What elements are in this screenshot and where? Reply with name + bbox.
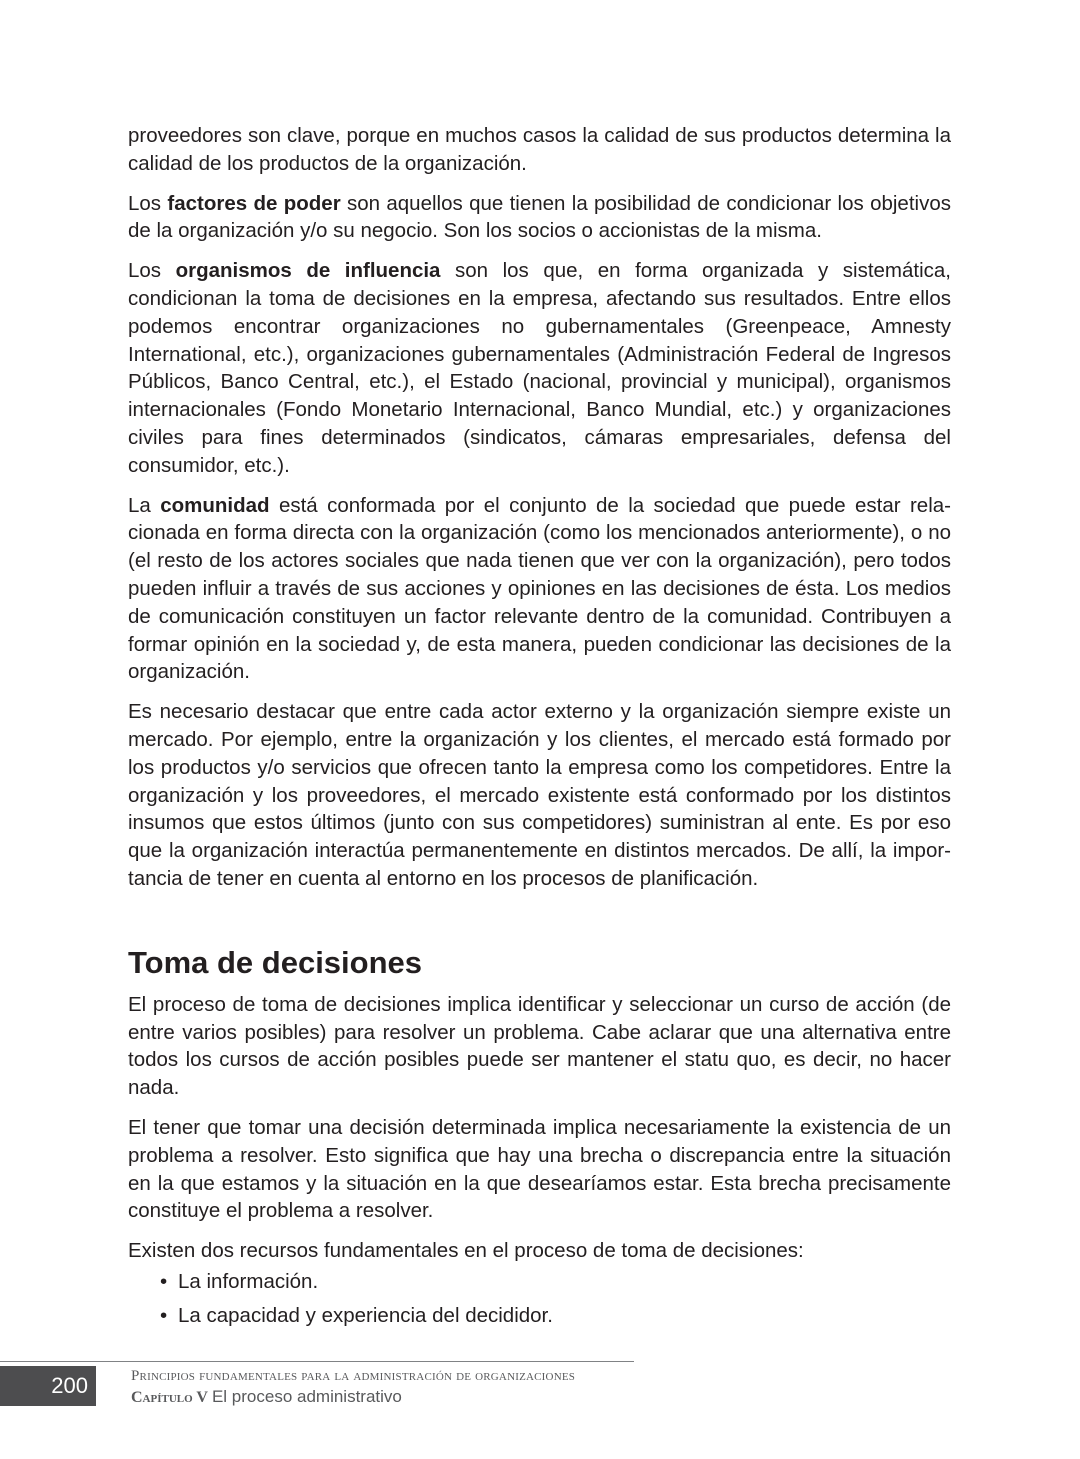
list-item: • La información. — [160, 1265, 951, 1299]
paragraph-comunidad: La comunidad está conformada por el conjunto de la sociedad que puede estar relacionada en forma directa con la organización (como los mencionados anteriormente), o no (el resto de los actores sociales que nada tienen que ver con la organización), pero todos pueden influir a través de sus acciones y opiniones en las decisiones de ésta. Los medios de comunicación constituyen un factor relevante dentro de la comunidad. Contribuyen a formar opinión en la sociedad y, de esta manera, pueden condicionar las decisiones de la organización. — [128, 493, 951, 684]
page-number: 200 — [0, 1366, 96, 1406]
paragraph-recursos: Existen dos recursos fundamentales en el proceso de toma de decisiones: — [128, 1239, 804, 1263]
paragraph-toma-de-decisiones-definicion: El proceso de toma de decisiones implica identificar y seleccionar un curso de acción (de entre varios posibles) para resolver un problema. Cabe aclarar que una alternativa entre todos los cursos de acción posibles puede ser mantener el statu quo, es decir, no hacer nada. — [128, 992, 951, 1100]
chapter-title: El proceso administrativo — [211, 1387, 402, 1406]
paragraph-organismos-de-influencia: Los organismos de influencia son los que, en forma organizada y sistemática, condicionan la toma de decisiones en la empresa, afectando sus resultados. Entre ellos podemos encontrar organizaciones no gubernamentales (Greenpeace, Amnesty International, etc.), organizaciones gubernamentales (Administración Federal de Ingresos Públicos, Banco Central, etc.), el Estado (nacional, provincial y municipal), organismos internacionales (Fondo Monetario Internacional, Banco Mundial, etc.) y organizaciones civiles para fines determinados (sindicatos, cámaras empresariales, defensa del consumidor, etc.). — [128, 259, 952, 477]
paragraph-problema: El tener que tomar una decisión determinada implica necesariamente la existencia de un problema a resolver. Esto significa que hay una brecha o discrepancia entre la situación en la que estamos y la situación en la que desearíamos estar. Esta brecha precisamente constituye el problema a resolver. — [128, 1115, 951, 1223]
bullet-icon: • — [160, 1269, 168, 1293]
bullet-icon: • — [160, 1303, 168, 1327]
paragraph-factores-de-poder: Los factores de poder son aquellos que tienen la posibilidad de condicionar los objetivos de la organización y/o su negocio. Son los socios o accionistas de la misma. — [128, 191, 951, 243]
resources-list — [128, 1265, 951, 1333]
term-factores-de-poder: factores de poder — [167, 191, 341, 215]
book-title: Principios fundamentales para la administración de organizaciones — [131, 1368, 576, 1384]
list-item: • La capacidad y experiencia del decididor. — [160, 1299, 951, 1333]
term-organismos-de-influencia: organismos de influencia — [175, 259, 441, 283]
chapter-line — [131, 1387, 575, 1408]
footer-divider — [0, 1361, 634, 1362]
paragraph-mercado: Es necesario destacar que entre cada actor externo y la organización siempre existe un mercado. Por ejemplo, entre la organización y los clientes, el mercado está formado por los productos y/o servicios que ofrecen tanto la empresa como los competidores. Entre la organización y los proveedores, el mercado existente está conformado por los distintos insumos que estos últimos (junto con sus competidores) suministran al ente. Es por eso que la organización interactúa permanentemente en distintos mercados. De allí, la importancia de tener en cuenta al entorno en los procesos de planificación. — [128, 700, 951, 890]
section-title: Toma de decisiones — [128, 944, 423, 980]
paragraph-proveedores: proveedores son clave, porque en muchos casos la calidad de sus productos determina la calidad de los productos de la organización. — [128, 124, 951, 175]
term-comunidad: comunidad — [160, 493, 270, 517]
page-content — [128, 122, 951, 1333]
chapter-label: Capítulo V — [131, 1389, 208, 1406]
running-footer — [131, 1367, 575, 1408]
